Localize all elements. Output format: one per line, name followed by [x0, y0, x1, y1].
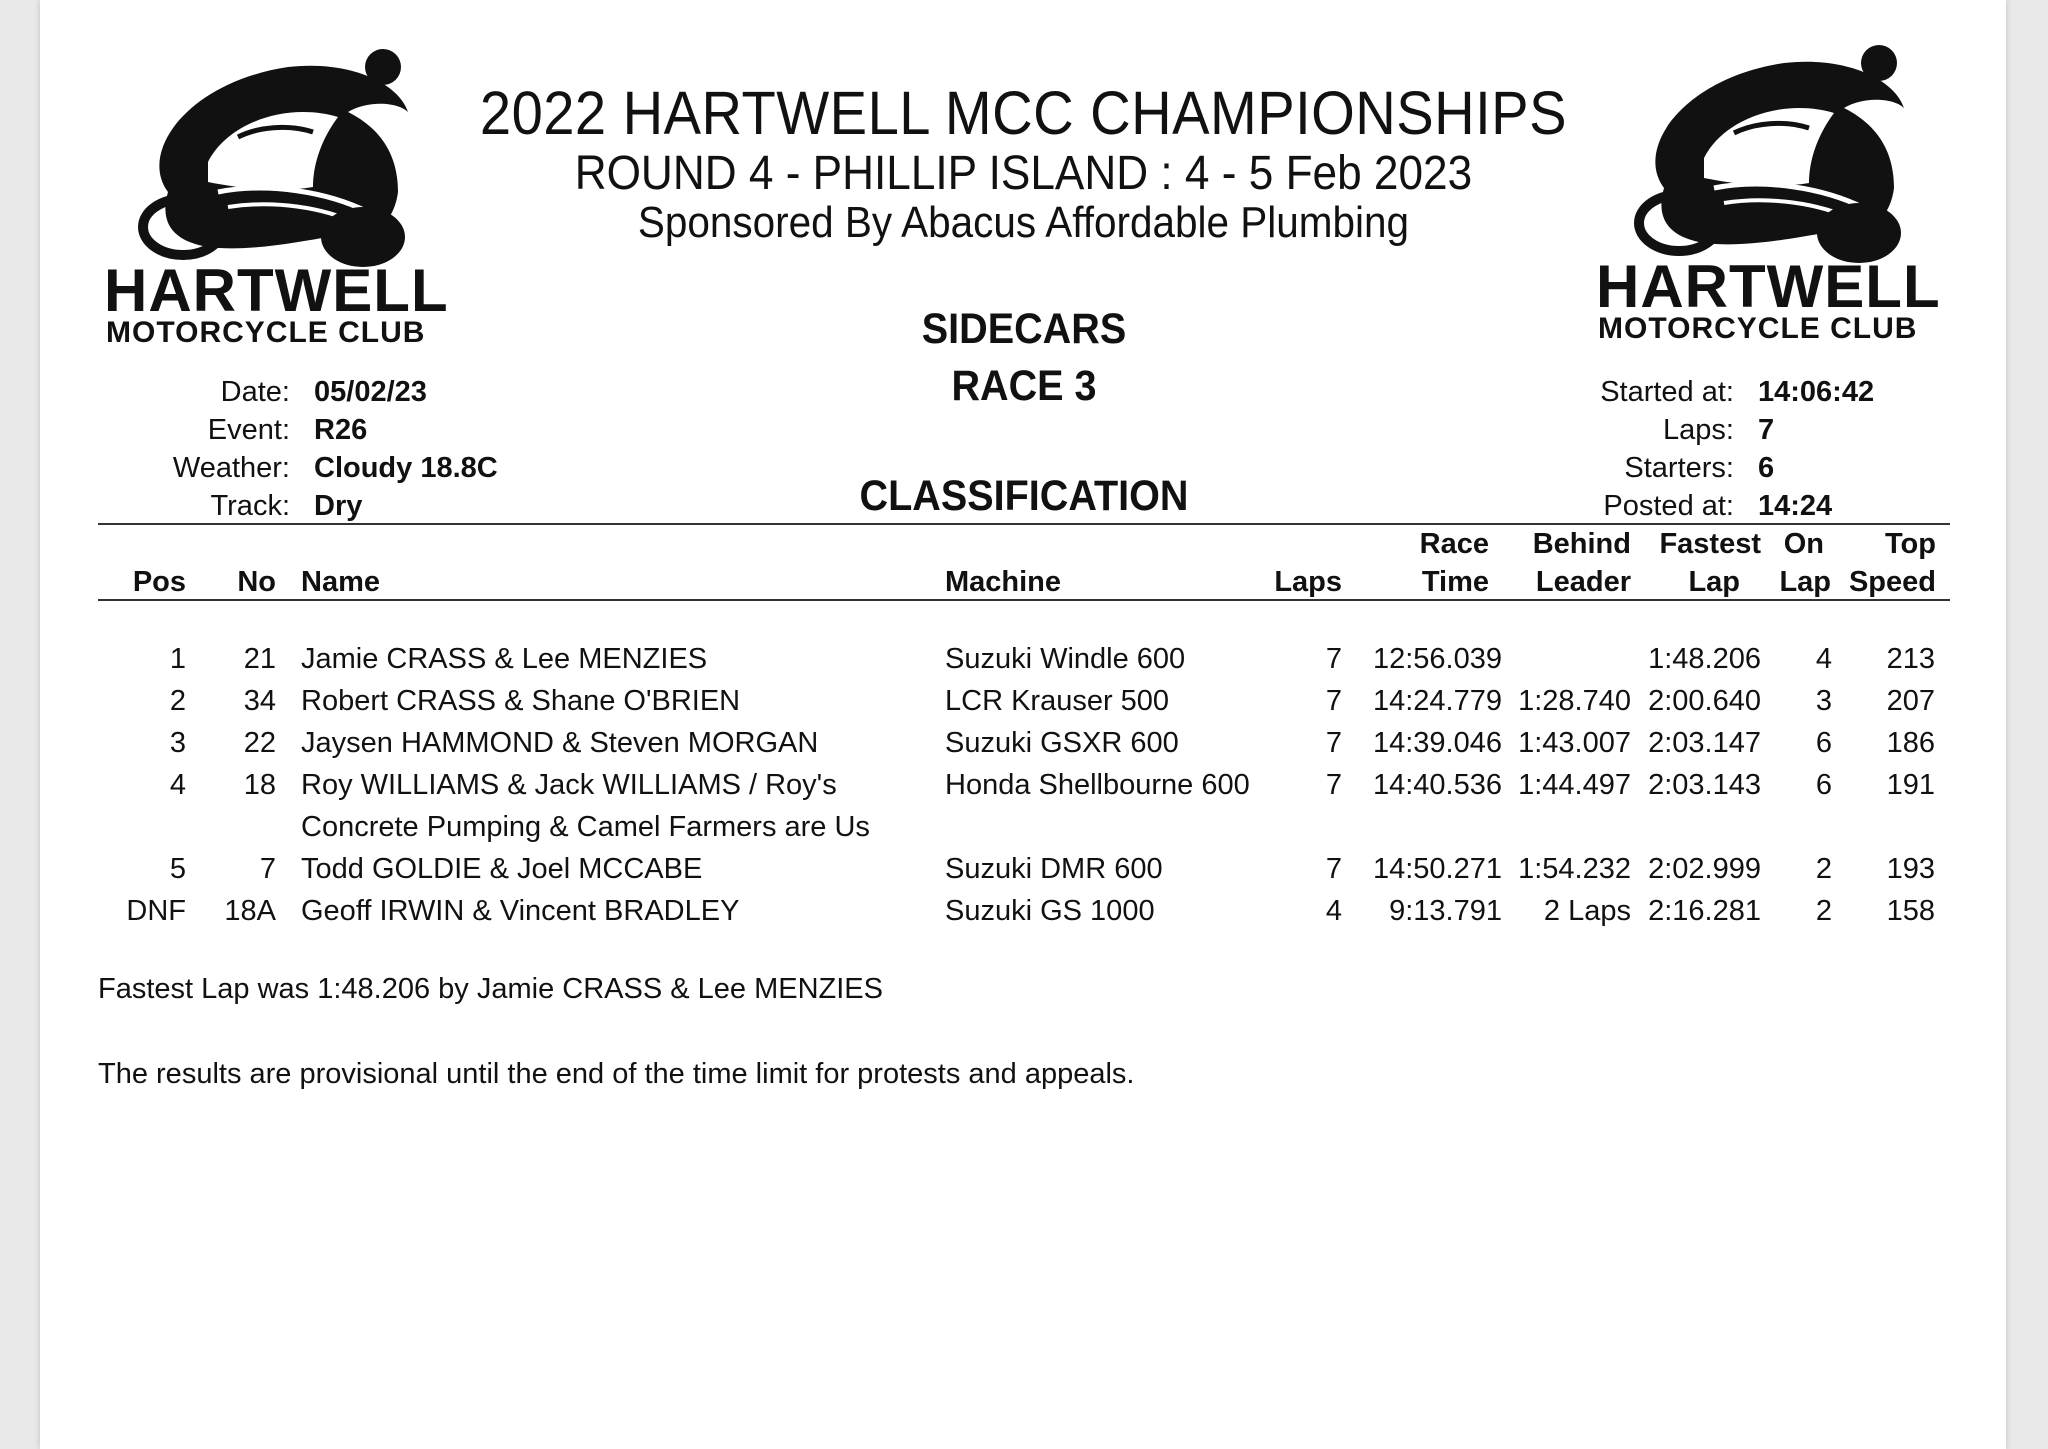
- col-no: No: [237, 566, 276, 598]
- championship-title: 2022 HARTWELL MCC CHAMPIONSHIPS: [479, 79, 1567, 147]
- table-row: 3 22 Jaysen HAMMOND & Steven MORGAN Suzuki GSXR 600 7 14:39.046 1:43.007 2:03.147 6 186: [169, 727, 1935, 759]
- table-row: 1 21 Jamie CRASS & Lee MENZIES Suzuki Windle 600 7 12:56.039 1:48.206 4 213: [169, 643, 1935, 675]
- info-track: Track: Dry: [210, 490, 363, 522]
- header-rule-bottom: [98, 599, 1950, 601]
- info-date: Date: 05/02/23: [220, 376, 427, 408]
- sponsor-line: Sponsored By Abacus Affordable Plumbing: [637, 198, 1410, 247]
- info-laps: Laps: 7: [1663, 414, 1775, 446]
- col-pos: Pos: [132, 566, 186, 598]
- table-row: DNF 18A Geoff IRWIN & Vincent BRADLEY Suzuki GS 1000 4 9:13.791 2 Laps 2:16.281 2 158: [126, 895, 1935, 927]
- info-started-at: Started at: 14:06:42: [1600, 376, 1875, 408]
- col-onlap-2: Lap: [1779, 566, 1831, 598]
- race-category: SIDECARS: [921, 305, 1127, 353]
- col-race-time-1: Race: [1419, 528, 1489, 560]
- round-title: ROUND 4 - PHILLIP ISLAND : 4 - 5 Feb 2023: [574, 147, 1473, 200]
- col-speed-1: Top: [1885, 528, 1936, 560]
- classification-heading: CLASSIFICATION: [859, 472, 1189, 520]
- info-event: Event: R26: [207, 414, 368, 446]
- table-row: 4 18 Roy WILLIAMS & Jack WILLIAMS / Roy's Concrete Pumping & Camel Farmers are Us Honda Shellbourne 600 7 14:40.536 1:44.497 2:03.143 6 191: [169, 769, 1935, 843]
- logo-wordmark-right: HARTWELL: [1596, 253, 1941, 320]
- logo-subtitle-left: MOTORCYCLE CLUB: [106, 316, 426, 349]
- col-speed-2: Speed: [1848, 566, 1936, 598]
- col-behind-2: Leader: [1535, 566, 1631, 598]
- info-starters: Starters: 6: [1624, 452, 1775, 484]
- logo-subtitle-right: MOTORCYCLE CLUB: [1598, 312, 1918, 345]
- col-name: Name: [301, 566, 380, 598]
- info-weather: Weather: Cloudy 18.8C: [172, 452, 498, 484]
- col-behind-1: Behind: [1532, 528, 1631, 560]
- results-table: [0, 638, 2048, 932]
- col-fastest-1: Fastest: [1659, 528, 1761, 560]
- table-row: 2 34 Robert CRASS & Shane O'BRIEN LCR Krauser 500 7 14:24.779 1:28.740 2:00.640 3 207: [169, 685, 1935, 717]
- col-laps: Laps: [1274, 566, 1342, 598]
- col-race-time-2: Time: [1421, 566, 1489, 598]
- provisional-disclaimer: The results are provisional until the end of the time limit for protests and appeals.: [98, 1058, 1135, 1090]
- info-posted-at: Posted at: 14:24: [1603, 490, 1833, 522]
- col-machine: Machine: [945, 566, 1062, 598]
- table-row: 5 7 Todd GOLDIE & Joel MCCABE Suzuki DMR 600 7 14:50.271 1:54.232 2:02.999 2 193: [169, 853, 1935, 885]
- col-fastest-2: Lap: [1688, 566, 1740, 598]
- race-name: RACE 3: [951, 362, 1097, 410]
- logo-wordmark-left: HARTWELL: [104, 257, 449, 324]
- fastest-lap-note: Fastest Lap was 1:48.206 by Jamie CRASS & Lee MENZIES: [98, 973, 883, 1005]
- col-onlap-1: On: [1783, 528, 1824, 560]
